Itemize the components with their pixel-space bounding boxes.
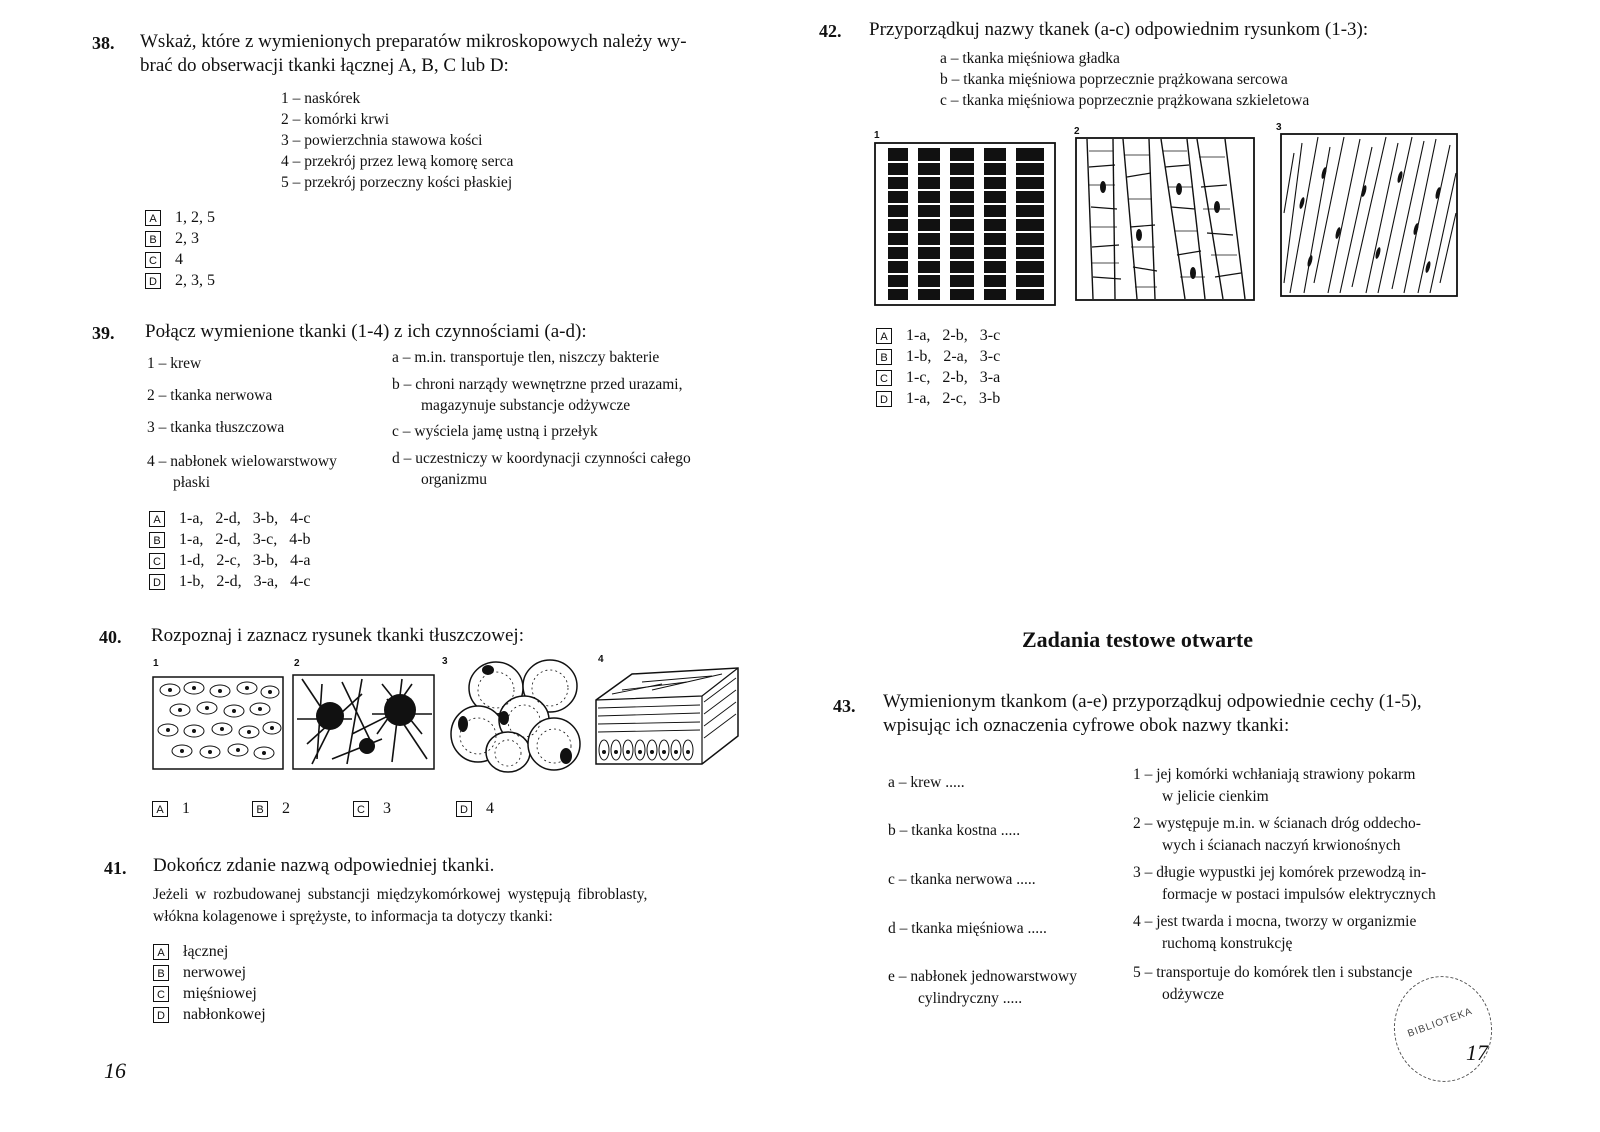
section-heading: Zadania testowe otwarte (1022, 627, 1253, 652)
q40-figure-4-tissue-illustration[interactable] (592, 660, 742, 772)
q40-options (152, 798, 494, 819)
q39-function-a: a – m.in. transportuje tlen, niszczy bakterie (392, 349, 660, 366)
q38-option-b[interactable] (145, 228, 215, 249)
q40-option-c[interactable] (353, 798, 456, 819)
q42-items (940, 48, 1309, 111)
q43-feature-4: 4 – jest twarda i mocna, tworzy w organizmie (1133, 913, 1417, 930)
q43-feature-5: 5 – transportuje do komórek tlen i substancje (1133, 964, 1413, 981)
q42-item-c: c – tkanka mięśniowa poprzecznie prążkowana szkieletowa (940, 92, 1310, 109)
option-text: 2, 3 (175, 230, 199, 247)
q42-option-a[interactable] (876, 325, 1000, 346)
option-letter-box[interactable]: C (149, 553, 165, 569)
option-text: 2 (282, 800, 290, 817)
q39-function-b: b – chroni narządy wewnętrzne przed urazami, (392, 376, 683, 393)
option-letter-box[interactable]: A (153, 944, 169, 960)
q38-items (281, 88, 513, 193)
library-stamp (1387, 970, 1499, 1089)
option-letter-box[interactable]: D (145, 273, 161, 289)
q41-option-a[interactable] (153, 941, 266, 962)
q40-option-a[interactable] (152, 798, 252, 819)
q38-option-d[interactable] (145, 270, 215, 291)
q40-figure-label-3: 3 (442, 656, 448, 667)
q40-figure-label-2: 2 (294, 658, 300, 669)
q42-figure-1-muscle-illustration[interactable] (874, 142, 1056, 306)
q41-number: 41. (104, 858, 127, 878)
option-letter-box[interactable]: B (252, 801, 268, 817)
q38-text-line1: Wskaż, które z wymienionych preparatów mikroskopowych należy wy- (140, 31, 687, 52)
q43-feature-1-cont: w jelicie cienkim (1162, 788, 1269, 805)
q43-text-line1: Wymienionym tkankom (a-e) przyporządkuj odpowiednie cechy (1-5), (883, 691, 1422, 712)
option-text: łącznej (183, 943, 229, 960)
option-letter-box[interactable]: A (145, 210, 161, 226)
option-text: 2, 3, 5 (175, 272, 215, 289)
option-text: nabłonkowej (183, 1006, 266, 1023)
q43-feature-2-cont: wych i ścianach naczyń krwionośnych (1162, 837, 1401, 854)
q38-item-5: 5 – przekrój porzeczny kości płaskiej (281, 174, 513, 191)
q40-figure-label-1: 1 (153, 658, 159, 669)
q38-number: 38. (92, 33, 115, 53)
q43-tissue-e: e – nabłonek jednowarstwowy (888, 968, 1077, 985)
q41-subtext-line2: włókna kolagenowe i sprężyste, to informacja ta dotyczy tkanki: (153, 908, 553, 925)
q42-figure-3-muscle-illustration[interactable] (1280, 133, 1458, 297)
q42-figure-2-muscle-illustration[interactable] (1075, 137, 1255, 301)
q39-function-d: d – uczestniczy w koordynacji czynności całego (392, 450, 691, 467)
option-letter-box[interactable]: C (876, 370, 892, 386)
q40-figure-2-tissue-illustration[interactable] (292, 674, 435, 770)
option-text: 1-a, 2-d, 3-b, 4-c (179, 510, 311, 527)
q38-item-2: 2 – komórki krwi (281, 111, 390, 128)
q41-options (153, 941, 266, 1025)
q42-text: Przyporządkuj nazwy tkanek (a-c) odpowiednim rysunkom (1-3): (869, 19, 1369, 40)
option-text: 1-d, 2-c, 3-b, 4-a (179, 552, 311, 569)
option-text: 4 (486, 800, 494, 817)
q43-feature-3-cont: formacje w postaci impulsów elektrycznych (1162, 886, 1436, 903)
q40-number: 40. (99, 627, 122, 647)
q39-option-c[interactable] (149, 550, 311, 571)
option-letter-box[interactable]: A (152, 801, 168, 817)
option-letter-box[interactable]: B (153, 965, 169, 981)
option-letter-box[interactable]: A (149, 511, 165, 527)
q39-text: Połącz wymienione tkanki (1-4) z ich czynnościami (a-d): (145, 321, 587, 342)
q42-option-d[interactable] (876, 388, 1000, 409)
q41-text: Dokończ zdanie nazwą odpowiedniej tkanki. (153, 855, 495, 876)
q43-feature-3: 3 – długie wypustki jej komórek przewodzą in- (1133, 864, 1427, 881)
q39-option-b[interactable] (149, 529, 311, 550)
option-letter-box[interactable]: D (153, 1007, 169, 1023)
q43-number: 43. (833, 696, 856, 716)
q40-figure-1-tissue-illustration[interactable] (152, 676, 284, 770)
q43-tissue-c: c – tkanka nerwowa ..... (888, 871, 1036, 888)
q41-option-c[interactable] (153, 983, 266, 1004)
option-text: mięśniowej (183, 985, 257, 1002)
right-page-number: 17 (1466, 1040, 1488, 1065)
option-text: 1-a, 2-b, 3-c (906, 327, 1001, 344)
option-text: 1, 2, 5 (175, 209, 215, 226)
q43-tissue-d: d – tkanka mięśniowa ..... (888, 920, 1047, 937)
q40-figure-label-4: 4 (598, 654, 604, 665)
q39-tissue-2: 2 – tkanka nerwowa (147, 387, 273, 404)
q43-feature-1: 1 – jej komórki wchłaniają strawiony pokarm (1133, 766, 1416, 783)
q42-figure-label-3: 3 (1276, 122, 1282, 133)
option-text: 1-b, 2-d, 3-a, 4-c (179, 573, 311, 590)
option-letter-box[interactable]: D (456, 801, 472, 817)
q39-tissue-4-cont: płaski (173, 474, 211, 491)
q38-option-c[interactable] (145, 249, 215, 270)
q39-function-d-cont: organizmu (421, 471, 488, 488)
q43-tissue-e-cont: cylindryczny ..... (918, 990, 1023, 1007)
q38-option-a[interactable] (145, 207, 215, 228)
q41-option-d[interactable] (153, 1004, 266, 1025)
q39-function-b-cont: magazynuje substancje odżywcze (421, 397, 631, 414)
option-letter-box[interactable]: D (149, 574, 165, 590)
q39-option-a[interactable] (149, 508, 311, 529)
option-text: 1-c, 2-b, 3-a (906, 369, 1001, 386)
q40-option-b[interactable] (252, 798, 353, 819)
q41-option-b[interactable] (153, 962, 266, 983)
q39-tissue-1: 1 – krew (147, 355, 202, 372)
option-letter-box[interactable]: C (145, 252, 161, 268)
option-text: 3 (383, 800, 391, 817)
left-page-number: 16 (104, 1058, 126, 1083)
q42-option-b[interactable] (876, 346, 1000, 367)
q39-tissue-3: 3 – tkanka tłuszczowa (147, 419, 285, 436)
option-letter-box[interactable]: C (153, 986, 169, 1002)
q39-function-c: c – wyściela jamę ustną i przełyk (392, 423, 598, 440)
q39-options (149, 508, 311, 592)
q40-option-d[interactable] (456, 798, 494, 819)
q42-item-b: b – tkanka mięśniowa poprzecznie prążkowana sercowa (940, 71, 1288, 88)
q42-option-c[interactable] (876, 367, 1000, 388)
option-letter-box[interactable]: B (149, 532, 165, 548)
q39-number: 39. (92, 323, 115, 343)
q42-number: 42. (819, 21, 842, 41)
option-text: 1-b, 2-a, 3-c (906, 348, 1001, 365)
option-text: nerwowej (183, 964, 247, 981)
option-letter-box[interactable]: C (353, 801, 369, 817)
option-text: 1-a, 2-c, 3-b (906, 390, 1001, 407)
option-text: 1 (182, 800, 190, 817)
option-letter-box[interactable]: A (876, 328, 892, 344)
q39-tissue-4: 4 – nabłonek wielowarstwowy (147, 453, 337, 470)
q39-option-d[interactable] (149, 571, 311, 592)
q43-feature-5-cont: odżywcze (1162, 986, 1224, 1003)
q43-feature-2: 2 – występuje m.in. w ścianach dróg oddecho- (1133, 815, 1421, 832)
q43-tissue-a: a – krew ..... (888, 774, 965, 791)
q40-figure-3-tissue-illustration[interactable] (448, 658, 588, 774)
option-letter-box[interactable]: B (145, 231, 161, 247)
option-text: 4 (175, 251, 183, 268)
q41-subtext-line1: Jeżeli w rozbudowanej substancji międzykomórkowej występują fibroblasty, (153, 886, 648, 903)
q43-feature-4-cont: ruchomą konstrukcję (1162, 935, 1293, 952)
q38-options (145, 207, 215, 291)
option-text: 1-a, 2-d, 3-c, 4-b (179, 531, 311, 548)
q43-text-line2: wpisując ich oznaczenia cyfrowe obok nazwy tkanki: (883, 715, 1290, 736)
q43-tissue-b: b – tkanka kostna ..... (888, 822, 1021, 839)
q38-item-1: 1 – naskórek (281, 90, 361, 107)
q40-text: Rozpoznaj i zaznacz rysunek tkanki tłuszczowej: (151, 625, 524, 646)
q42-item-a: a – tkanka mięśniowa gładka (940, 50, 1120, 67)
q42-figure-label-2: 2 (1074, 126, 1080, 137)
q38-item-3: 3 – powierzchnia stawowa kości (281, 132, 483, 149)
option-letter-box[interactable]: B (876, 349, 892, 365)
stamp-text: BIBLIOTEKA (1406, 1005, 1475, 1040)
q42-figure-label-1: 1 (874, 130, 880, 141)
q42-options (876, 325, 1000, 409)
option-letter-box[interactable]: D (876, 391, 892, 407)
q38-item-4: 4 – przekrój przez lewą komorę serca (281, 153, 514, 170)
q38-text-line2: brać do obserwacji tkanki łącznej A, B, C lub D: (140, 55, 509, 76)
